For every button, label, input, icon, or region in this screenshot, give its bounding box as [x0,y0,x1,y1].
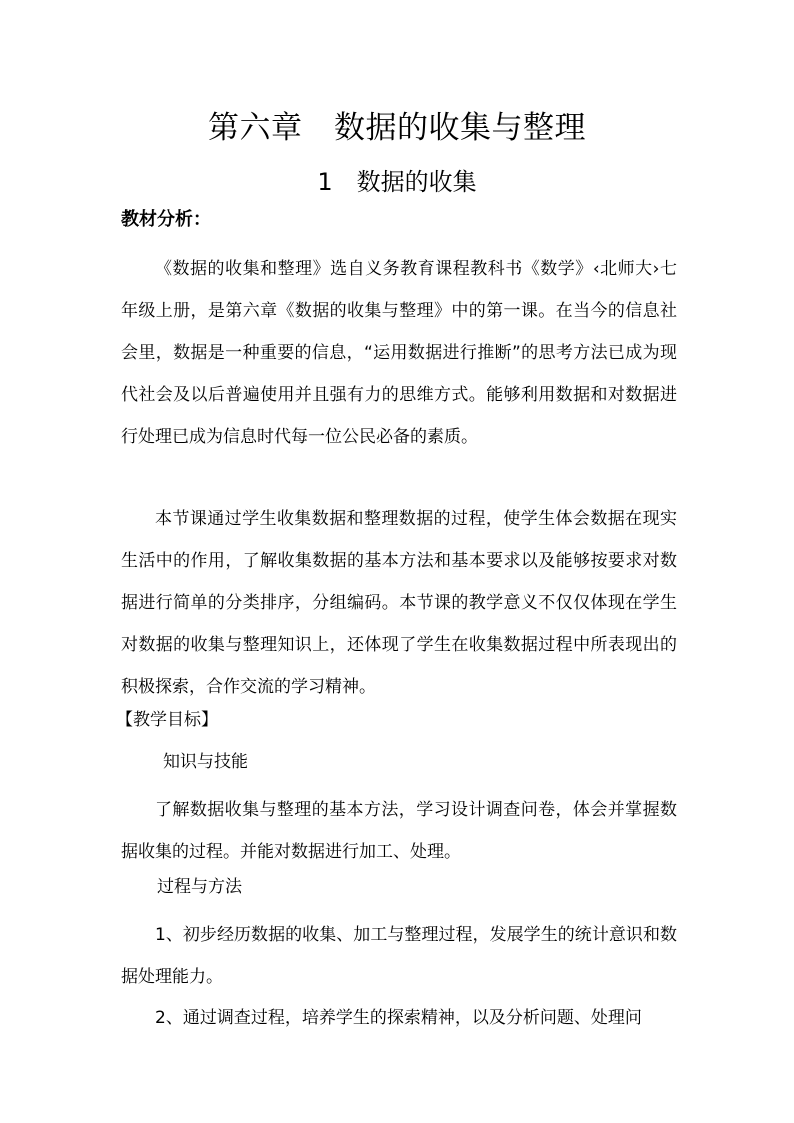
teaching-objectives-heading: 【教学目标】 [116,710,218,730]
process-item-2: 2、通过调查过程，培养学生的探索精神，以及分析问题、处理问 [155,1008,642,1028]
knowledge-skills-heading: 知识与技能 [163,752,248,772]
knowledge-skills-paragraph: 了解数据收集与整理的基本方法，学习设计调查问卷，体会并掌握数据收集的过程。并能对数据进行加工、处理。 [121,800,677,862]
material-analysis-heading: 教材分析： [121,209,211,230]
chapter-title: 第六章 数据的收集与整理 [208,110,586,146]
material-paragraph-2: 本节课通过学生收集数据和整理数据的过程，使学生体会数据在现实生活中的作用，了解收集数据的基本方法和基本要求以及能够按要求对数据进行简单的分类排序，分组编码。本节课的教学意义不仅仅体现在学生对数据的收集与整理知识上，还体现了学生在收集数据过程中所表现出的积极探索，合作交流的学习精神。 [121,509,677,697]
process-item-1: 1、初步经历数据的收集、加工与整理过程，发展学生的统计意识和数据处理能力。 [121,925,677,987]
process-methods-heading: 过程与方法 [157,877,242,897]
lesson-title: 1 数据的收集 [317,168,477,196]
material-paragraph-1: 《数据的收集和整理》选自义务教育课程教科书《数学》‹北师大›七年级上册，是第六章《数据的收集与整理》中的第一课。在当今的信息社会里，数据是一种重要的信息，“运用数据进行推断”的思考方法已成为现代社会及以后普遍使用并且强有力的思维方式。能够利用数据和对数据进行处理已成为信息时代每一位公民必备的素质。 [121,259,677,447]
